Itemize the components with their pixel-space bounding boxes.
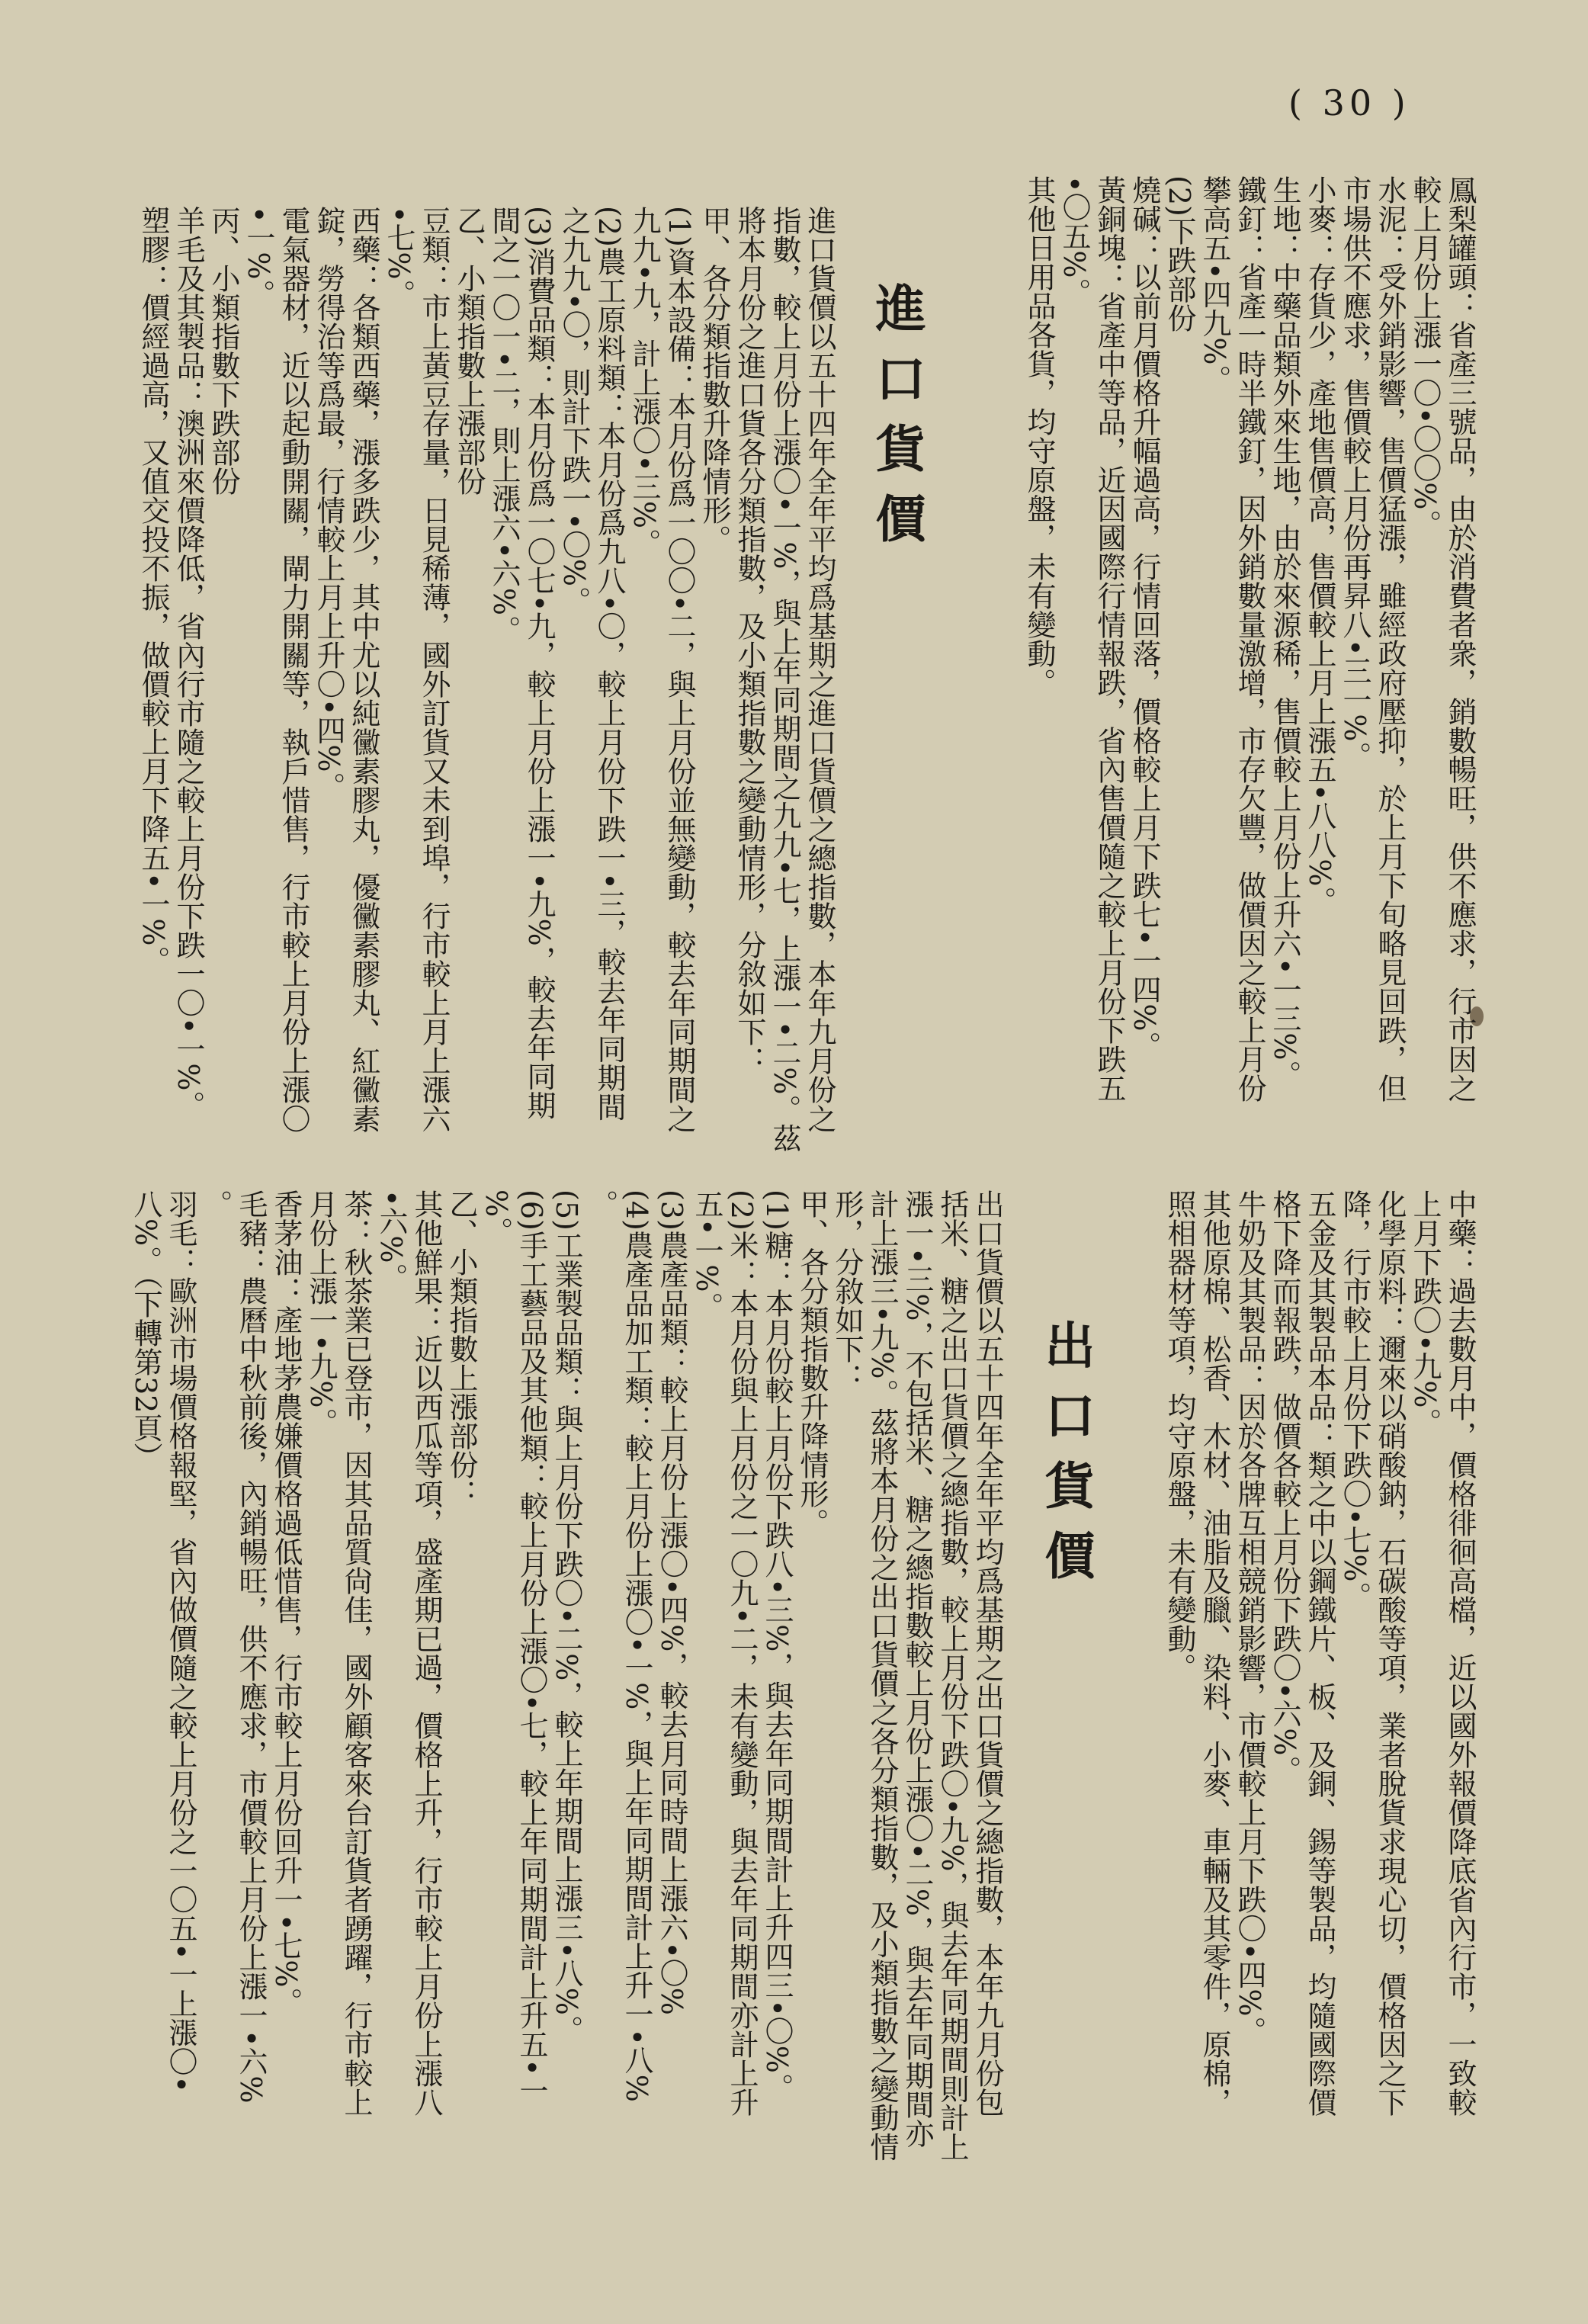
- text-column: %。: [480, 1189, 513, 1247]
- text-column: 之九九•〇，則計下跌一•〇%。: [557, 206, 591, 615]
- text-column: 較上月份上漲一〇•〇〇%。: [1408, 175, 1442, 539]
- text-column: •一%。: [242, 206, 275, 309]
- text-column: 。: [199, 1189, 233, 1218]
- text-column: 。: [585, 1189, 618, 1218]
- text-column: (3)消費品類：本月份爲一〇七•九，較上月份上漲一•九%，較去年同期: [522, 206, 556, 1120]
- text-column: 攀高五•四九%。: [1198, 175, 1231, 394]
- text-column: (6)手工藝品及其他類：較上月份上漲〇•七，較上年同期間計上升五•一: [515, 1189, 548, 2105]
- text-column: 乙、小類指數上漲部份：: [444, 1189, 478, 1508]
- text-column: 間之一〇一•二，則上漲六•六%。: [487, 206, 521, 644]
- text-column: (5)工業製品類：與上月份下跌〇•二%，較上年期間上漲三•八%。: [550, 1189, 583, 2044]
- text-column: (4)農產品加工類：較上月份上漲〇•一%，與上年同期間計上升一•八%: [620, 1189, 653, 2102]
- text-column: 電氣器材，近以起動開關，閘力開關等，執戶惜售，行市較上月份上漲〇: [277, 206, 310, 1133]
- text-column: 中藥：過去數月中，價格徘徊高檔，近以國外報價降底省內行市，一致較: [1443, 1189, 1477, 2117]
- text-column: •〇五%。: [1057, 175, 1091, 307]
- text-column: 上月下跌〇•九%。: [1408, 1189, 1442, 1437]
- text-column: 鐵釘：省產一時半鐵釘，因外銷數量激增，市存欠豐，做價因之較上月份: [1233, 175, 1266, 1103]
- section-import-prices: [120, 206, 837, 1159]
- text-column: 甲、各分類指數升降情形。: [698, 206, 731, 554]
- text-column: 照相器材等項，均守原盤，未有變動。: [1163, 1189, 1196, 1682]
- text-column: 鳳梨罐頭：省產三號品，由於消費者衆，銷數暢旺，供不應求，行市因之: [1443, 175, 1477, 1103]
- text-column: •六%。: [374, 1189, 408, 1292]
- text-column: 水泥：受外銷影響，售價猛漲，雖經政府壓抑，於上月下旬略見回跌，但: [1373, 175, 1407, 1103]
- text-column: 其他日用品各貨，均守原盤，未有變動。: [1022, 175, 1056, 697]
- text-column: 生地：中藥品類外來生地，由於來源稀，售價較上月份上升六•一三%。: [1268, 175, 1301, 1090]
- text-column: 丙、小類指數下跌部份: [207, 206, 240, 496]
- section-domestic-prices: [959, 175, 1477, 1159]
- text-column: 化學原料：邇來以硝酸鈉，石碳酸等項，業者脫貨求現心切，價格因之下: [1373, 1189, 1407, 2117]
- text-column: 其他原棉、松香、木材、油脂及臘、染料、小麥、車輛及其零件，原棉，: [1198, 1189, 1231, 2117]
- text-column: 漲一•三%，不包括米、糖之總指數較上月份上漲〇•二%，與去年同期間亦: [900, 1189, 934, 2149]
- text-column: 格下降而報跌，做價各較上月份下跌〇•六%。: [1268, 1189, 1301, 1785]
- text-column: 燒碱：以前月價格升幅過高，行情回落，價格較上月下跌七•一四%。: [1128, 175, 1161, 1061]
- text-column: 其他鮮果：近以西瓜等項，盛產期已過，價格上升，行市較上月份上漲八: [409, 1189, 443, 2117]
- text-column: (3)農產品類：較上月份上漲〇•四%，較去月同時間上漲六•〇%: [655, 1189, 688, 2015]
- text-column: 黃銅塊：省產中等品，近因國際行情報跌，省內售價隨之較上月份下跌五: [1092, 175, 1126, 1103]
- text-column: 市場供不應求，售價較上月份再昇八•三一%。: [1338, 175, 1371, 771]
- text-column: 指數，較上月份上漲〇•一%，與上年同期間之九九•七，上漲一•二%。茲: [768, 206, 801, 1153]
- text-column: 八%。（下轉第32頁）: [129, 1189, 162, 1472]
- text-column: 出口貨價以五十四年全年平均爲基期之出口貨價之總指數，本年九月份包: [970, 1189, 1004, 2117]
- text-column: (2)米：本月份與上月份之一〇九•二，未有變動，與去年同期間亦計上升: [725, 1189, 759, 2117]
- text-column: 毛豬：農曆中秋前後，內銷暢旺，供不應求，市價較上月份上漲一•六%: [234, 1189, 268, 2104]
- text-column: 將本月份之進口貨各分類指數，及小類指數之變動情形，分敘如下：: [733, 206, 766, 1075]
- section-domestic-prices-continued: [1105, 1189, 1477, 2181]
- text-column: 括米、糖之出口貨價之總指數，較上月份下跌〇•九%，與去年同期間則計上: [935, 1189, 969, 2162]
- text-column: 西藥：各類西藥，漲多跌少，其中尤以純黴素膠丸，優黴素膠丸、紅黴素: [347, 206, 380, 1133]
- text-column: 月份上漲一•九%。: [304, 1189, 338, 1437]
- text-column: (2)下跌部份: [1163, 175, 1196, 332]
- text-column: 牛奶及其製品：因於各牌互相競銷影響，市價較上月下跌〇•四%。: [1233, 1189, 1266, 2046]
- page-number: ( 30 ): [1288, 82, 1410, 124]
- text-column: 塑膠：價經過高，又值交投不振，做價較上月下降五•一%。: [136, 206, 170, 975]
- text-column: •七%。: [382, 206, 415, 309]
- text-column: 五金及其製品本品：類之中以鋼鐵片、板、及銅、錫等製品，均隨國際價: [1303, 1189, 1336, 2117]
- text-column: (1)糖：本月份較上月份下跌八•三%，與去年同期間計上升四三•〇%。: [760, 1189, 794, 2102]
- section-export-prices: [113, 1189, 1005, 2181]
- text-column: 形，分敘如下：: [830, 1189, 864, 1392]
- text-column: 茶：秋茶業已登市，因其品質尙佳，國外顧客來台訂貨者踴躍，行市較上: [339, 1189, 373, 2117]
- text-column: 羽毛：歐洲市場價格報堅，省內做價隨之較上月份之一〇五•一上漲〇•: [164, 1189, 197, 2093]
- text-column: 錠，勞得治等爲最，行情較上月上升〇•四%。: [312, 206, 345, 801]
- text-column: 香茅油：產地茅農嫌價格過低惜售，行市較上月份回升一•七%。: [269, 1189, 303, 2017]
- text-column: 豆類：市上黃豆存量，日見稀薄，國外訂貨又未到埠，行市較上月上漲六: [417, 206, 451, 1133]
- text-column: 羊毛及其製品：澳洲來價降低，省內行市隨之較上月份下跌一〇•一%。: [172, 206, 205, 1120]
- text-column: 乙、小類指數上漲部份: [452, 206, 486, 496]
- text-column: 小麥：存貨少，產地售價高，售價較上月上漲五•八八%。: [1303, 175, 1336, 916]
- text-column: 九九•九，計上漲〇•三%。: [627, 206, 661, 557]
- export-prices-heading: 出口貨價: [1036, 1319, 1095, 1600]
- text-column: (1)資本設備：本月份爲一〇〇•二，與上月份並無變動，較去年同期間之: [662, 206, 696, 1134]
- import-prices-heading: 進口貨價: [867, 282, 926, 563]
- text-column: 五•一%。: [690, 1189, 723, 1321]
- text-column: 進口貨價以五十四年全年平均爲基期之進口貨價之總指數，本年九月份之: [803, 206, 836, 1133]
- text-column: 甲、各分類指數升降情形。: [795, 1189, 829, 1537]
- text-column: 計上漲三•九%。茲將本月份之出口貨價之各分類指數，及小類指數之變動情: [865, 1189, 899, 2162]
- text-column: (2)農工原料類：本月份爲九八•〇，較上月份下跌一•三，較去年同期間: [592, 206, 626, 1122]
- text-column: 降，行市較上月份下跌〇•七%。: [1338, 1189, 1371, 1611]
